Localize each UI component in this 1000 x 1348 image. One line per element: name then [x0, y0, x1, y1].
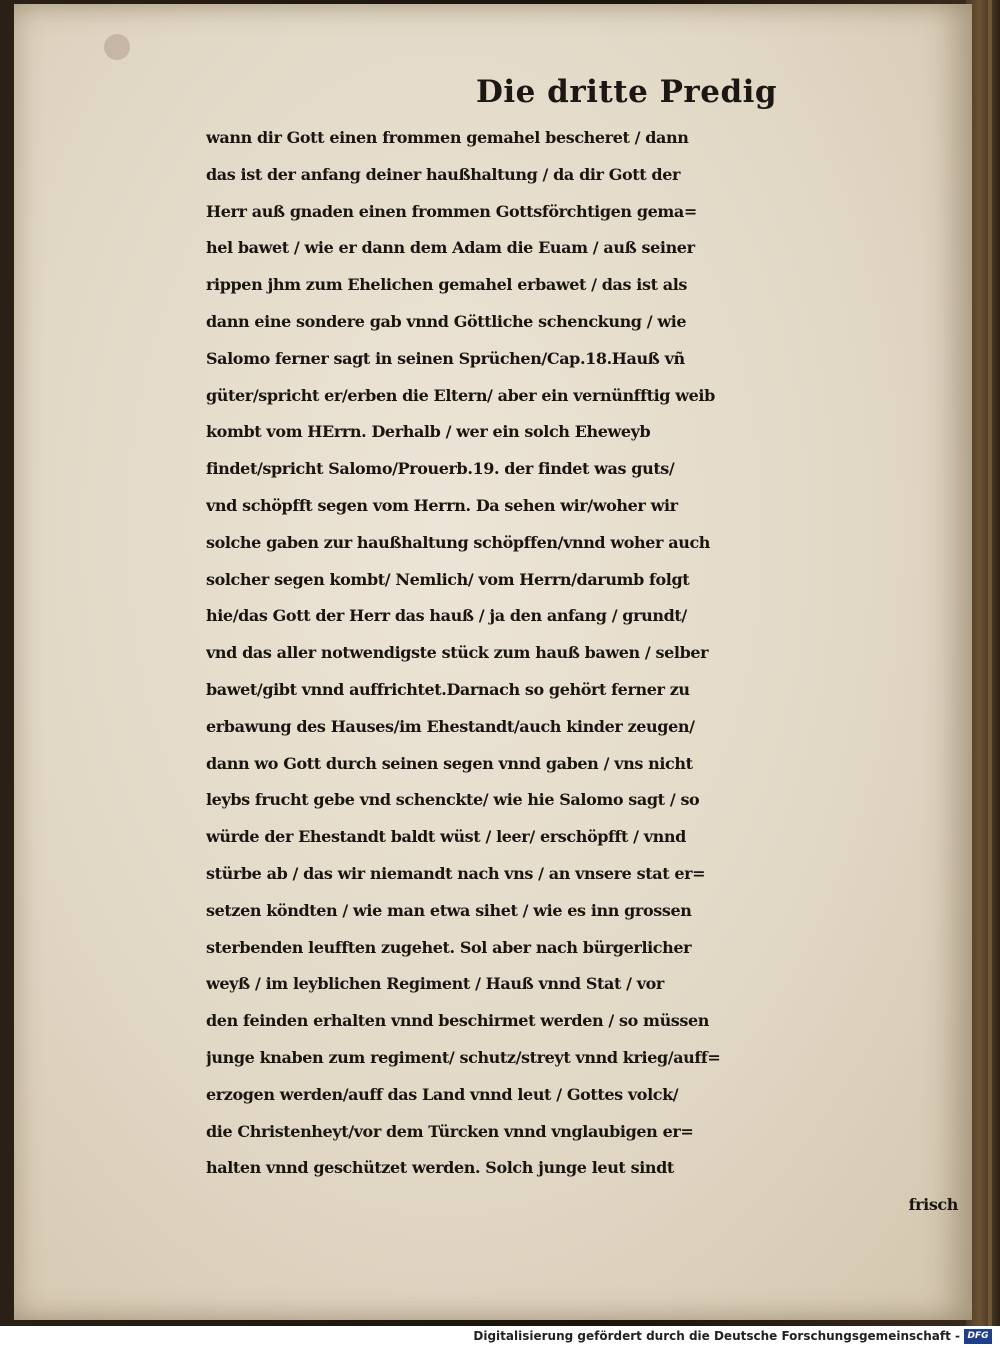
document-page	[14, 4, 972, 1320]
text-line: kombt vom HErrn. Derhalb / wer ein solch Eheweyb	[206, 422, 651, 442]
text-block	[206, 120, 976, 1224]
text-line: vnd das aller notwendigste stück zum hauß bawen / selber	[206, 643, 709, 663]
text-line: wann dir Gott einen frommen gemahel bescheret / dann	[206, 128, 689, 147]
text-line: junge knaben zum regiment/ schutz/streyt vnnd krieg/auff=	[206, 1047, 721, 1067]
text-line: hel bawet / wie er dann dem Adam die Euam / auß seiner	[206, 238, 695, 258]
text-line: leybs frucht gebe vnd schenckte/ wie hie Salomo sagt / so	[206, 790, 700, 810]
text-line: weyß / im leyblichen Regiment / Hauß vnnd Stat / vor	[206, 974, 664, 994]
text-line: Salomo ferner sagt in seinen Sprüchen/Cap.18.Hauß vñ	[206, 348, 685, 368]
running-head: Die dritte Predig	[476, 74, 778, 110]
text-line: halten vnnd geschützet werden. Solch junge leut sindt	[206, 1158, 674, 1178]
text-line: dann wo Gott durch seinen segen vnnd gaben / vns nicht	[206, 753, 693, 773]
text-line: die Christenheyt/vor dem Türcken vnnd vnglaubigen er=	[206, 1121, 694, 1141]
text-line: sterbenden leufften zugehet. Sol aber nach bürgerlicher	[206, 937, 692, 957]
page-stain	[104, 34, 130, 60]
text-line: stürbe ab / das wir niemandt nach vns / an vnsere stat er=	[206, 863, 706, 883]
text-line: hie/das Gott der Herr das hauß / ja den anfang / grundt/	[206, 606, 687, 626]
text-line: solche gaben zur haußhaltung schöpffen/vnnd woher auch	[206, 532, 711, 552]
catchword: frisch	[908, 1195, 958, 1215]
book-edge-stripe	[988, 0, 992, 1326]
text-line: den feinden erhalten vnnd beschirmet werden / so müssen	[206, 1011, 710, 1031]
text-line: erbawung des Hauses/im Ehestandt/auch kinder zeugen/	[206, 716, 695, 736]
funding-notice: Digitalisierung gefördert durch die Deutsche Forschungsgemeinschaft -	[473, 1329, 960, 1343]
text-line: solcher segen kombt/ Nemlich/ vom Herrn/darumb folgt	[206, 569, 690, 589]
text-line: das ist der anfang deiner haußhaltung / da dir Gott der	[206, 164, 681, 184]
text-line: erzogen werden/auff das Land vnnd leut / Gottes volck/	[206, 1084, 679, 1104]
text-line: bawet/gibt vnnd auffrichtet.Darnach so gehört ferner zu	[206, 679, 690, 699]
dfg-logo: DFG	[964, 1329, 992, 1344]
footer-bar	[0, 1326, 1000, 1348]
text-line: würde der Ehestandt baldt wüst / leer/ erschöpfft / vnnd	[206, 827, 686, 847]
text-line: rippen jhm zum Ehelichen gemahel erbawet / das ist als	[206, 275, 687, 295]
text-line: Herr auß gnaden einen frommen Gottsförchtigen gema=	[206, 201, 697, 221]
text-line: findet/spricht Salomo/Prouerb.19. der findet was guts/	[206, 459, 675, 479]
text-line: dann eine sondere gab vnnd Göttliche schenckung / wie	[206, 311, 687, 331]
text-line: güter/spricht er/erben die Eltern/ aber ein vernünfftig weib	[206, 385, 715, 405]
text-line: vnd schöpfft segen vom Herrn. Da sehen wir/woher wir	[206, 495, 678, 515]
text-line: setzen köndten / wie man etwa sihet / wie es inn grossen	[206, 900, 692, 920]
